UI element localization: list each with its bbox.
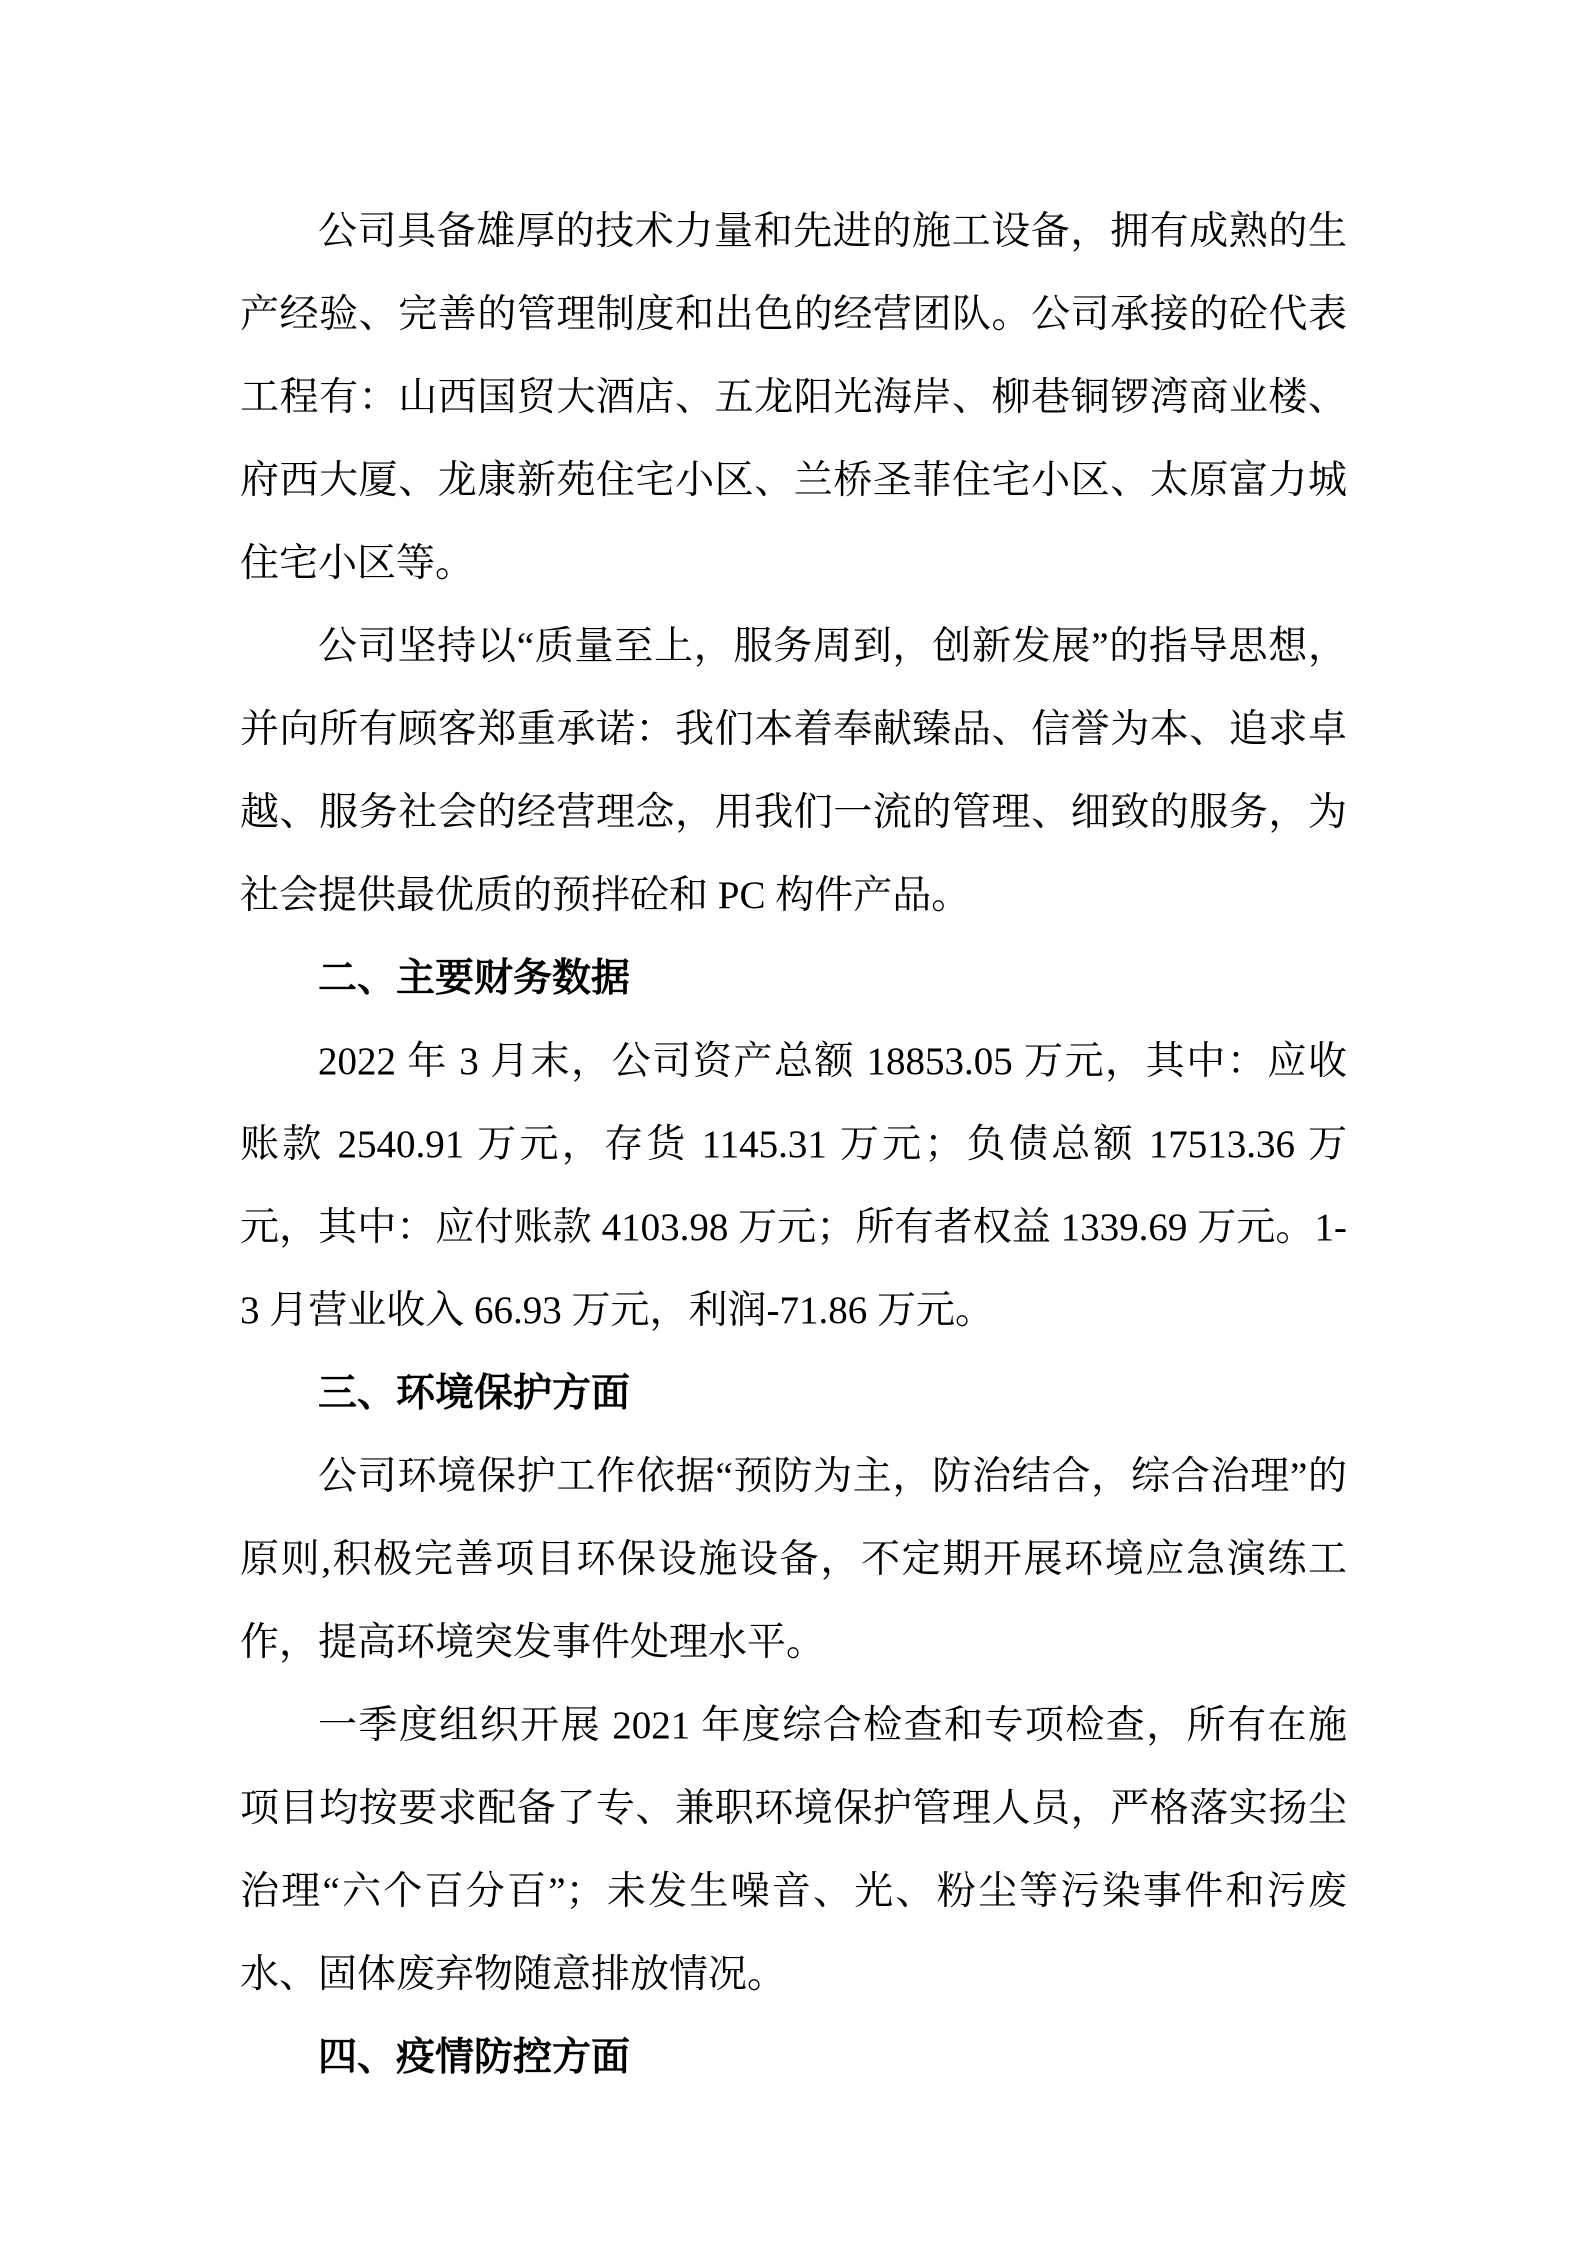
body-paragraph: 公司环境保护工作依据“预防为主，防治结合，综合治理”的原则,积极完善项目环保设施设备，不定期开展环境应急演练工作，提高环境突发事件处理水平。 bbox=[240, 1455, 1347, 1664]
document-content bbox=[240, 190, 1347, 2099]
body-paragraph: 一季度组织开展 2021 年度综合检查和专项检查，所有在施项目均按要求配备了专、兼职环境保护管理人员，严格落实扬尘治理“六个百分百”；未发生噪音、光、粉尘等污染事件和污废水、固体废弃物随意排放情况。 bbox=[240, 1704, 1347, 1996]
section-heading: 三、环境保护方面 bbox=[318, 1372, 631, 1415]
section-heading: 二、主要财务数据 bbox=[318, 957, 631, 1000]
body-paragraph: 公司具备雄厚的技术力量和先进的施工设备，拥有成熟的生产经验、完善的管理制度和出色的经营团队。公司承接的砼代表工程有：山西国贸大酒店、五龙阳光海岸、柳巷铜锣湾商业楼、府西大厦、龙康新苑住宅小区、兰桥圣菲住宅小区、太原富力城住宅小区等。 bbox=[240, 210, 1347, 585]
body-paragraph: 公司坚持以“质量至上，服务周到，创新发展”的指导思想，并向所有顾客郑重承诺：我们本着奉献臻品、信誉为本、追求卓越、服务社会的经营理念，用我们一流的管理、细致的服务，为社会提供最优质的预拌砼和 PC 构件产品。 bbox=[240, 625, 1347, 917]
section-heading: 四、疫情防控方面 bbox=[318, 2036, 631, 2079]
body-paragraph: 2022 年 3 月末，公司资产总额 18853.05 万元，其中：应收账款 2540.91 万元，存货 1145.31 万元；负债总额 17513.36 万元，其中：应付账款 4103.98 万元；所有者权益 1339.69 万元。1-3 月营业收入 66.93 万元，利润-71.86 万元。 bbox=[240, 1040, 1347, 1332]
